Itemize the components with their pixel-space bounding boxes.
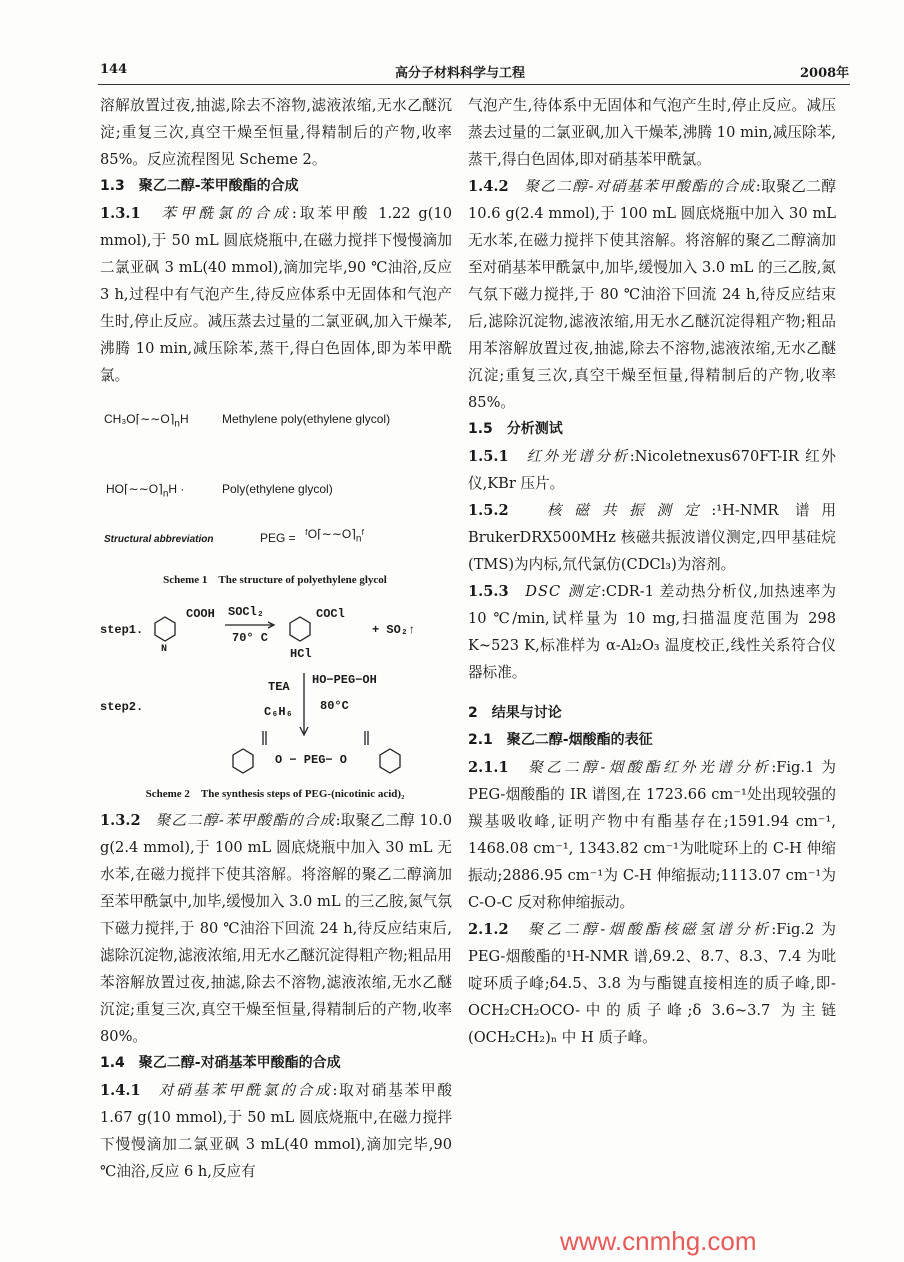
subsection-title: 红外光谱分析	[526, 448, 630, 465]
subsection-title: 聚乙二醇-苯甲酸酯的合成	[155, 812, 336, 829]
section-heading-2-1: 2.1 聚乙二醇-烟酸酯的表征	[468, 732, 653, 748]
header-rule	[98, 84, 850, 85]
hcl: HCl	[290, 647, 312, 661]
subsection-title: 聚乙二醇-烟酸酯核磁氢谱分析	[528, 921, 772, 938]
peg-name: Poly(ethylene glycol)	[222, 482, 333, 496]
subsection-text: :取聚乙二醇 10.6 g(2.4 mmol),于 100 mL 圆底烧瓶中加入 30 mL 无水苯,在磁力搅拌下使其溶解。将溶解的聚乙二醇滴加至对硝基苯甲酰氯中,加毕,缓慢加入 3.0 mL 的三乙胺,氮气氛下磁力搅拌,于 80 ℃油浴下回流 24 h,待反应结束后,滤除沉淀物,滤液浓缩,用无水乙醚沉淀得粗产物;粗品用苯溶解放置过夜,抽滤,除去不溶物,滤液浓缩,无水乙醚沉淀;重复三次,真空干燥至恒量,得精制后的产物,收率 85%。	[468, 178, 836, 411]
subsection-1-4-1	[100, 1077, 452, 1185]
subsection-number: 1.5.2	[468, 502, 547, 519]
subsection-2-1-2	[468, 916, 836, 1051]
subsection-title: 核磁共振测定	[546, 502, 712, 519]
subsection-number: 2.1.1	[468, 759, 529, 776]
section-heading-1-4: 1.4 聚乙二醇-对硝基苯甲酸酯的合成	[100, 1055, 341, 1071]
subsection-title: 聚乙二醇-对硝基苯甲酸酯的合成	[524, 178, 756, 195]
page-number: 144	[100, 62, 128, 77]
scheme-1	[100, 399, 450, 595]
pyridine-ring-icon	[380, 749, 400, 773]
left-column	[100, 92, 452, 1185]
temp1: 70° C	[232, 631, 269, 645]
subsection-text: :CDR-1 差动热分析仪,加热速率为 10 ℃/min,试样量为 10 mg,扫描温度范围为 298 K~523 K,标准样为 α-Al₂O₃ 温度校正,线性关系符合仪器标准。	[468, 583, 836, 681]
scheme-2-caption: Scheme 2 The synthesis steps of PEG-(nicotinic acid)₂	[145, 788, 405, 800]
subsection-number: 1.5.3	[468, 583, 526, 600]
pyridine-ring-icon	[290, 617, 310, 641]
step2-label: step2.	[100, 700, 144, 714]
ring-n: N	[161, 644, 168, 655]
socl2: SOCl₂	[228, 605, 265, 619]
scheme-2	[100, 595, 450, 807]
peg-formula: $HO⌈\sim\sim O⌉_nH$ ·	[106, 482, 185, 500]
subsection-1-3-1	[100, 200, 452, 389]
subsection-text: :取对硝基苯甲酸 1.67 g(10 mmol),于 50 mL 圆底烧瓶中,在磁力搅拌下慢慢滴加二氯亚砜 3 mL(40 mmol),滴加完毕,90 ℃油浴,反应 6 h,反应有	[100, 1082, 452, 1180]
subsection-title: 聚乙二醇-烟酸酯红外光谱分析	[528, 759, 772, 776]
section-heading-2: 2 结果与讨论	[468, 705, 562, 721]
subsection-text: :取苯甲酸 1.22 g(10 mmol),于 50 mL 圆底烧瓶中,在磁力搅拌下慢慢滴加二氯亚砜 3 mL(40 mmol),滴加完毕,90 ℃油浴,反应 3 h,过程中有气泡产生,待反应体系中无固体和气泡产生时,停止反应。减压蒸去过量的二氯亚砜,加入干燥苯,沸腾 10 min,减压除苯,蒸干,得白色固体,即为苯甲酰氯。	[100, 205, 453, 384]
subsection-number: 1.4.1	[100, 1082, 159, 1099]
subsection-text: :Nicoletnexus670FT-IR 红外仪,KBr 压片。	[468, 448, 836, 492]
subsection-1-5-1	[468, 443, 836, 497]
subsection-text: :Fig.1 为 PEG-烟酸酯的 IR 谱图,在 1723.66 cm⁻¹处出现较强的羰基吸收峰,证明产物中有酯基存在;1591.94 cm⁻¹, 1468.08 cm⁻¹, 1343.82 cm⁻¹为吡啶环上的 C-H 伸缩振动;2886.95 cm⁻¹为 C-H 伸缩振动;1113.07 cm⁻¹为 C-O-C 反对称伸缩振动。	[468, 759, 837, 911]
c6h6: C₆H₆	[264, 705, 293, 719]
section-heading-1-3: 1.3 聚乙二醇-苯甲酸酯的合成	[100, 178, 299, 194]
year: 2008年	[800, 66, 850, 81]
pyridine-ring-icon	[233, 749, 253, 773]
abbr-label: Structural abbreviation	[104, 534, 214, 545]
subsection-text: :¹H-NMR 谱用 BrukerDRX500MHz 核磁共振波谱仪测定,四甲基硅烷(TMS)为内标,氘代氯仿(CDCl₃)为溶剂。	[468, 502, 836, 573]
journal-title: 高分子材料科学与工程	[395, 66, 526, 81]
right-column	[468, 92, 836, 1051]
subsection-text: :取聚乙二醇 10.0 g(2.4 mmol),于 100 mL 圆底烧瓶中加入 30 mL 无水苯,在磁力搅拌下使其溶解。将溶解的聚乙二醇滴加至苯甲酰氯中,加毕,缓慢加入 3.0 mL 的三乙胺,氮气氛下磁力搅拌,于 80 ℃油浴下回流 24 h,待反应结束后,滤除沉淀物,滤液浓缩,用无水乙醚沉淀得粗产物;粗品用苯溶解放置过夜,抽滤,除去不溶物,滤液浓缩,无水乙醚沉淀;重复三次,真空干燥至恒量,得精制后的产物,收率 80%。	[100, 812, 453, 1045]
mpeg-formula: $CH_3O⌈\sim\sim O⌉_nH$	[104, 412, 189, 430]
subsection-title: 对硝基苯甲酰氯的合成	[158, 1082, 333, 1099]
subsection-number: 1.4.2	[468, 178, 525, 195]
so2: + SO₂↑	[372, 623, 416, 637]
subsection-number: 1.5.1	[468, 448, 527, 465]
subsection-title: DSC 测定	[525, 583, 601, 600]
paragraph: 溶解放置过夜,抽滤,除去不溶物,滤液浓缩,无水乙醚沉淀;重复三次,真空干燥至恒量,得精制后的产物,收率85%。反应流程图见 Scheme 2。	[100, 97, 452, 168]
product-mid: O − PEG− O	[275, 753, 348, 767]
mpeg-name: Methylene poly(ethylene glycol)	[222, 412, 391, 426]
scheme-1-caption: Scheme 1 The structure of polyethylene glycol	[163, 574, 387, 586]
peg-abbr-structure: $ᶠO⌈\sim\sim O⌉_nᶠ$	[305, 527, 365, 545]
subsection-number: 2.1.2	[468, 921, 529, 938]
paragraph: 气泡产生,待体系中无固体和气泡产生时,停止反应。减压蒸去过量的二氯亚砜,加入干燥苯,沸腾 10 min,减压除苯,蒸干,得白色固体,即对硝基苯甲酰氯。	[468, 97, 836, 168]
watermark: www.cnmhg.com	[560, 1226, 757, 1256]
cocl: COCl	[316, 607, 345, 621]
temp2: 80°C	[320, 699, 349, 713]
subsection-number: 1.3.1	[100, 205, 162, 222]
subsection-text: :Fig.2 为 PEG-烟酸酯的¹H-NMR 谱,δ9.2、8.7、8.3、7.4 为吡啶环质子峰;δ4.5、3.8 为与酯键直接相连的质子峰,即-OCH₂CH₂OCO-中的质子峰;δ 3.6~3.7 为主链(OCH₂CH₂)ₙ 中 H 质子峰。	[468, 921, 837, 1046]
ho-peg-oh: HO−PEG−OH	[312, 673, 377, 687]
subsection-number: 1.3.2	[100, 812, 156, 829]
subsection-1-4-2	[468, 173, 836, 416]
subsection-1-5-2	[468, 497, 836, 578]
subsection-1-3-2	[100, 807, 452, 1050]
section-heading-1-5: 1.5 分析测试	[468, 421, 563, 437]
subsection-1-5-3	[468, 578, 836, 686]
subsection-2-1-1	[468, 754, 836, 916]
pyridine-ring-icon	[155, 617, 175, 641]
cooh: COOH	[186, 607, 215, 621]
subsection-title: 苯甲酰氯的合成	[161, 205, 292, 222]
abbr: PEG =	[260, 531, 296, 545]
tea: TEA	[268, 680, 290, 694]
step1-label: step1.	[100, 623, 144, 637]
